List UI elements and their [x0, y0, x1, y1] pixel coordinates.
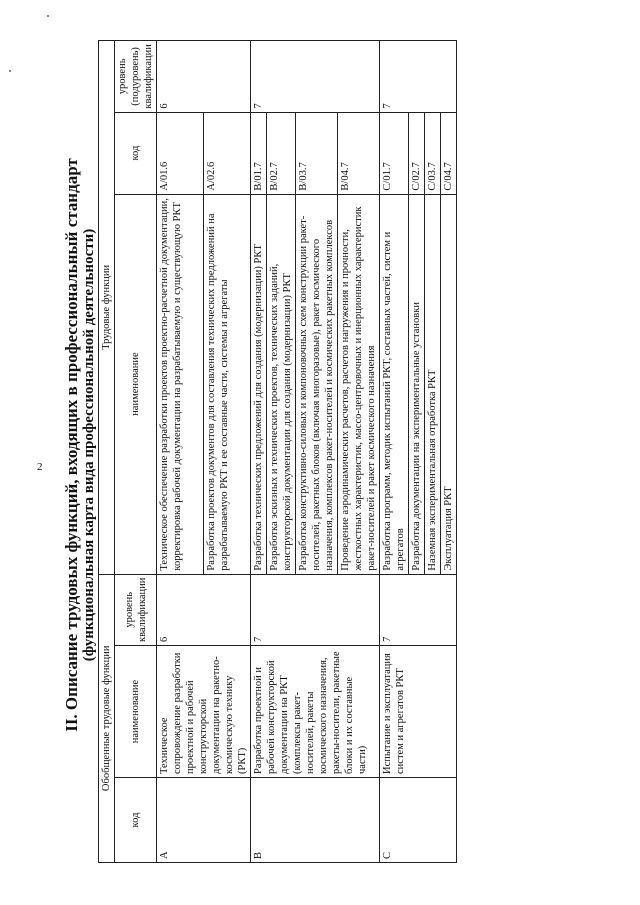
function-code: B/03.7	[296, 112, 338, 194]
function-level: 7	[251, 41, 380, 112]
function-name: Эксплуатация РКТ	[441, 194, 457, 574]
function-code: B/01.7	[251, 112, 267, 194]
function-name: Разработка проектов документов для составления технических предложений на разрабатываемую РКТ и ее составные части, системы и агрегаты	[204, 194, 251, 574]
group-name: Разработка проектной и рабочей конструкторской документации на РКТ (комплексы ракет-носителей, ракеты космического назначения, ракеты-носители, ракетные блоки и их составные части)	[251, 646, 380, 778]
group-code: A	[157, 778, 251, 863]
function-code: B/02.7	[267, 112, 296, 194]
header-row-top	[99, 41, 115, 863]
header-tf-level: уровень (подуровень) квалификации	[115, 41, 157, 112]
page-number: 2	[37, 461, 43, 473]
header-level: уровень квалификации	[115, 574, 157, 645]
function-code: C/04.7	[441, 112, 457, 194]
header-name: наименование	[115, 646, 157, 778]
function-code: C/03.7	[425, 112, 441, 194]
table-row	[380, 41, 409, 863]
header-generalized: Обобщенные трудовые функции	[99, 574, 115, 862]
functional-map-table	[98, 40, 457, 863]
section-subtitle: (функциональная карта вида профессиональной деятельности)	[81, 228, 97, 662]
function-name: Разработка технических предложений для создания (модернизации) РКТ	[251, 194, 267, 574]
group-level: 7	[251, 574, 380, 645]
header-labor: Трудовые функции	[99, 41, 115, 574]
function-level: 7	[380, 41, 457, 112]
function-code: C/02.7	[409, 112, 425, 194]
function-name: Разработка документации на экспериментальные установки	[409, 194, 425, 574]
scan-speck	[47, 15, 49, 17]
function-name: Разработка эскизных и технических проектов, технических заданий, конструкторской документации для создания (модернизации) РКТ	[267, 194, 296, 574]
group-level: 6	[157, 574, 251, 645]
function-name: Наземная экспериментальная отработка РКТ	[425, 194, 441, 574]
function-name: Разработка программ, методик испытаний РКТ, составных частей, систем и агрегатов	[380, 194, 409, 574]
function-code: B/04.7	[338, 112, 380, 194]
scan-speck	[9, 70, 11, 72]
header-row-sub	[115, 41, 157, 863]
header-code: код	[115, 778, 157, 863]
table-row	[157, 41, 204, 863]
function-name: Проведение аэродинамических расчетов, расчетов нагружения и прочности, жесткостных характеристик, массо-центровочных и инерционных характеристик ракет-носителей и ракет космического назначения	[338, 194, 380, 574]
function-level: 6	[157, 41, 251, 112]
function-name: Разработка конструктивно-силовых и компоновочных схем конструкции ракет-носителей, ракетных блоков (включая многоразовые), ракет космического назначения, комплексов ракет-носителей и космических ракетных комплексов	[296, 194, 338, 574]
group-name: Техническое сопровождение разработки проектной и рабочей конструкторской документации на ракетно-космическую технику (РКТ)	[157, 646, 251, 778]
table-row	[251, 41, 267, 863]
function-code: A/01.6	[157, 112, 204, 194]
rotated-landscape-page	[60, 10, 640, 880]
function-code: A/02.6	[204, 112, 251, 194]
group-code: C	[380, 778, 457, 863]
header-tf-code: код	[115, 112, 157, 194]
header-tf-name: наименование	[115, 194, 157, 574]
group-code: B	[251, 778, 380, 863]
function-name: Техническое обеспечение разработки проектов проектно-расчетной документации, корректировка рабочей документации на разрабатываемую и существующую РКТ	[157, 194, 204, 574]
group-level: 7	[380, 574, 457, 645]
group-name: Испытание и эксплуатация систем и агрегатов РКТ	[380, 646, 457, 778]
section-title: II. Описание трудовых функций, входящих в профессиональный стандарт	[62, 158, 81, 732]
function-code: C/01.7	[380, 112, 409, 194]
